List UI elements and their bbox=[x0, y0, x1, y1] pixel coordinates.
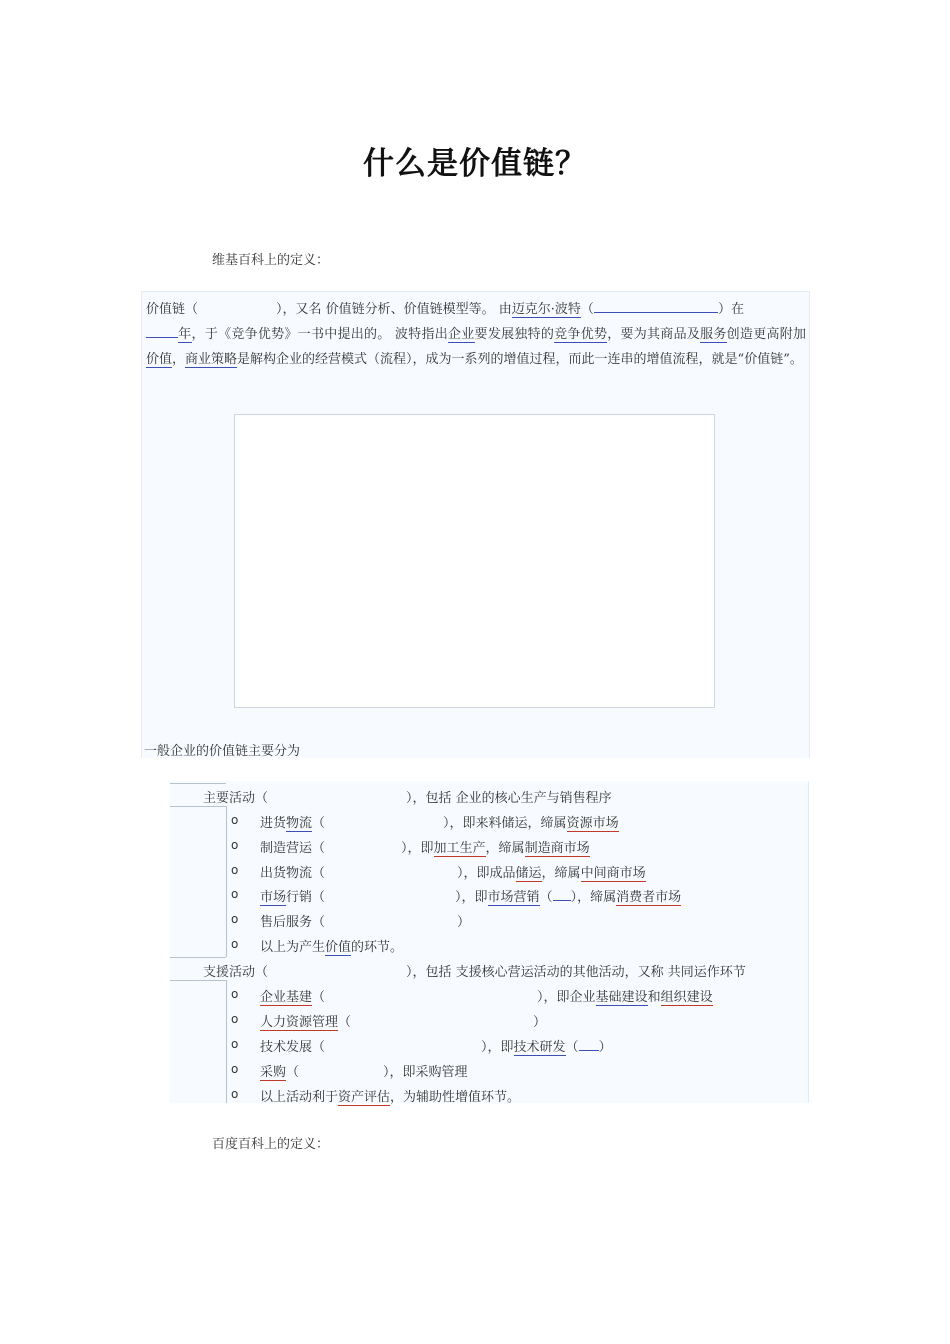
list-item bbox=[260, 862, 646, 881]
text: ），即 bbox=[481, 1040, 514, 1055]
blank-link[interactable] bbox=[553, 888, 571, 901]
text: 进货 bbox=[260, 816, 287, 831]
text: ），即企业 bbox=[537, 990, 596, 1005]
bullet-icon: o bbox=[231, 1062, 239, 1076]
list-item bbox=[260, 1061, 468, 1080]
link[interactable]: 市场 bbox=[260, 890, 287, 905]
link[interactable]: 资源市场 bbox=[566, 816, 619, 831]
text: 出货物流（ bbox=[260, 866, 326, 881]
link-business-strategy[interactable]: 商业策略 bbox=[185, 352, 238, 367]
link[interactable]: 采购 bbox=[260, 1065, 287, 1080]
text: ），又名 价值链分析、价值链模型等。 由 bbox=[276, 302, 512, 317]
text: （ bbox=[312, 990, 326, 1005]
baidu-intro: 百度百科上的定义： bbox=[212, 1137, 330, 1152]
text: （ bbox=[580, 302, 594, 317]
tree-line-primary bbox=[226, 806, 227, 957]
text: ），包括 企业的核心生产与销售程序 bbox=[406, 791, 612, 806]
text: 制造营运（ bbox=[260, 841, 326, 856]
text: 售后服务（ bbox=[260, 915, 326, 930]
bullet-icon: o bbox=[231, 912, 239, 926]
list-item bbox=[260, 837, 590, 856]
text: 价值链（ bbox=[146, 302, 199, 317]
text: ），即采购管理 bbox=[383, 1065, 468, 1080]
text: 和 bbox=[647, 990, 661, 1005]
text: 支援活动（ bbox=[203, 965, 269, 980]
list-item bbox=[260, 911, 470, 930]
list-item bbox=[260, 1086, 520, 1105]
bullet-icon: o bbox=[231, 937, 239, 951]
bullet-icon: o bbox=[231, 863, 239, 877]
link[interactable]: 价值 bbox=[325, 940, 352, 955]
text: （ bbox=[286, 1065, 300, 1080]
tree-line-support bbox=[226, 980, 227, 1103]
text: （ bbox=[565, 1040, 579, 1055]
link[interactable]: 资产评估 bbox=[338, 1090, 391, 1105]
text: ，缔属 bbox=[541, 866, 581, 881]
link[interactable]: 消费者市场 bbox=[616, 890, 682, 905]
text: ，缔属 bbox=[485, 841, 525, 856]
text: ，要为其商品及 bbox=[607, 327, 701, 342]
text: （ bbox=[539, 890, 553, 905]
text: 行销（ bbox=[286, 890, 326, 905]
link-year[interactable]: 年 bbox=[178, 327, 192, 342]
link-competitive-advantage[interactable]: 竞争优势 bbox=[554, 327, 608, 342]
text: 主要活动（ bbox=[203, 791, 269, 806]
text: 是解构企业的经营模式（流程），成为一系列的增值过程，而此一连串的增值流程，就是“价值链”。 bbox=[237, 352, 803, 367]
text: ） bbox=[533, 1015, 547, 1030]
primary-activities-heading bbox=[203, 787, 612, 806]
text: ） bbox=[598, 1040, 612, 1055]
text: （ bbox=[312, 816, 326, 831]
bullet-icon: o bbox=[231, 1087, 239, 1101]
text: （ bbox=[338, 1015, 352, 1030]
list-item bbox=[260, 812, 619, 831]
support-activities-heading bbox=[203, 961, 746, 980]
wiki-intro: 维基百科上的定义： bbox=[212, 253, 330, 268]
text: ），即 bbox=[401, 841, 434, 856]
bullet-icon: o bbox=[231, 813, 239, 827]
bullet-icon: o bbox=[231, 838, 239, 852]
link-enterprise[interactable]: 企业 bbox=[448, 327, 475, 342]
blank-link[interactable] bbox=[146, 325, 178, 338]
link[interactable]: 物流 bbox=[286, 816, 313, 831]
text: ，于《竞争优势》一书中提出的。 波特指出 bbox=[191, 327, 448, 342]
link[interactable]: 基础建设 bbox=[595, 990, 648, 1005]
link-service[interactable]: 服务 bbox=[700, 327, 727, 342]
bullet-icon: o bbox=[231, 987, 239, 1001]
list-item bbox=[260, 936, 403, 955]
link[interactable]: 人力资源管理 bbox=[260, 1015, 339, 1030]
link[interactable]: 企业基建 bbox=[260, 990, 313, 1005]
text: ），即来料储运，缔属 bbox=[443, 816, 567, 831]
text: 的环节。 bbox=[351, 940, 404, 955]
list-item bbox=[260, 886, 681, 905]
text: ， bbox=[172, 352, 186, 367]
text: 以上活动利于 bbox=[260, 1090, 339, 1105]
list-item bbox=[260, 1011, 546, 1030]
bullet-icon: o bbox=[231, 1037, 239, 1051]
list-item bbox=[260, 986, 713, 1005]
list-item bbox=[260, 1036, 612, 1055]
link-value[interactable]: 价值 bbox=[146, 352, 173, 367]
bullet-icon: o bbox=[231, 1012, 239, 1026]
text: ），缔属 bbox=[570, 890, 617, 905]
link[interactable]: 中间商市场 bbox=[580, 866, 646, 881]
text: ） bbox=[457, 915, 471, 930]
bullet-icon: o bbox=[231, 887, 239, 901]
text: ），即 bbox=[455, 890, 488, 905]
text: 技术发展（ bbox=[260, 1040, 326, 1055]
link[interactable]: 制造商市场 bbox=[524, 841, 590, 856]
summary-line: 一般企业的价值链主要分为 bbox=[144, 744, 301, 759]
text: 要发展独特的 bbox=[474, 327, 555, 342]
link[interactable]: 加工生产 bbox=[433, 841, 486, 856]
link[interactable]: 市场营销 bbox=[487, 890, 540, 905]
definition-box bbox=[141, 291, 810, 758]
text: ，为辅助性增值环节。 bbox=[390, 1090, 521, 1105]
text: ），包括 支援核心营运活动的其他活动，又称 共同运作环节 bbox=[406, 965, 746, 980]
text: 创造更高附加 bbox=[726, 327, 806, 342]
blank-link[interactable] bbox=[594, 300, 718, 313]
page-title: 什么是价值链？ bbox=[363, 146, 587, 182]
text: ），即成品 bbox=[457, 866, 516, 881]
text: ）在 bbox=[717, 302, 744, 317]
blank-link[interactable] bbox=[579, 1038, 599, 1051]
image-placeholder bbox=[234, 414, 715, 708]
text: 以上为产生 bbox=[260, 940, 326, 955]
link[interactable]: 技术研发 bbox=[513, 1040, 566, 1055]
link-porter[interactable]: 迈克尔·波特 bbox=[511, 302, 581, 317]
link[interactable]: 储运 bbox=[515, 866, 542, 881]
definition-paragraph bbox=[146, 297, 806, 372]
link[interactable]: 组织建设 bbox=[660, 990, 713, 1005]
